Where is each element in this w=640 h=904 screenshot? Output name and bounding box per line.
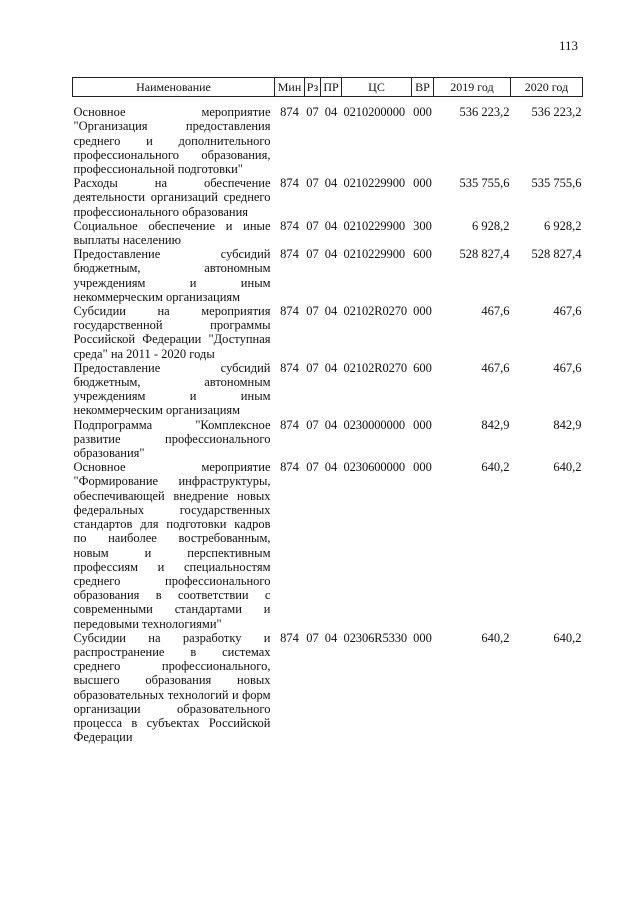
- budget-table: [72, 77, 583, 744]
- row-2020: 535 755,6: [531, 176, 582, 191]
- row-2019: 6 928,2: [472, 218, 510, 233]
- row-vr: 000: [413, 304, 432, 319]
- header-2020: 2020 год: [511, 78, 583, 97]
- row-min: 874: [280, 630, 299, 645]
- row-2019: 842,9: [481, 417, 510, 432]
- row-pr: 04: [324, 360, 338, 375]
- row-2020: 640,2: [553, 460, 582, 475]
- row-rz: 07: [306, 247, 319, 262]
- header-vr: ВР: [412, 78, 434, 97]
- table-row: [73, 361, 583, 418]
- row-2020: 6 928,2: [544, 218, 582, 233]
- row-2020: 467,6: [553, 360, 582, 375]
- row-name: Основное мероприятие "Формирование инфраструктуры, обеспечивающей внедрение новых федеральных государственных стандартов для подготовки кадров по наиболее востребованным, новым и перспективным профессиям и специальностям среднего профессионального образования в соответствии с современными стандартами и передовыми технологиями": [73, 460, 271, 631]
- row-min: 874: [280, 176, 299, 191]
- row-rz: 07: [306, 105, 319, 120]
- header-name: Наименование: [73, 78, 275, 97]
- row-2019: 536 223,2: [459, 105, 510, 120]
- row-2020: 842,9: [553, 417, 582, 432]
- row-pr: 04: [324, 105, 338, 120]
- row-cs: 02306R5330: [343, 630, 408, 645]
- header-cs: ЦС: [342, 78, 412, 97]
- row-rz: 07: [306, 417, 319, 432]
- table-body: [73, 97, 583, 745]
- table-row: [73, 247, 583, 304]
- row-cs: 0210229900: [343, 218, 406, 233]
- row-2019: 467,6: [481, 304, 510, 319]
- row-pr: 04: [324, 176, 338, 191]
- row-vr: 600: [413, 360, 432, 375]
- row-min: 874: [280, 105, 299, 120]
- header-2019: 2019 год: [434, 78, 511, 97]
- row-rz: 07: [306, 176, 319, 191]
- row-min: 874: [280, 304, 299, 319]
- row-cs: 0210229900: [343, 176, 406, 191]
- row-pr: 04: [324, 460, 338, 475]
- row-2019: 467,6: [481, 360, 510, 375]
- row-name: Расходы на обеспечение деятельности организаций среднего профессионального образования: [73, 176, 271, 219]
- row-min: 874: [280, 218, 299, 233]
- page-number: 113: [558, 38, 578, 53]
- row-pr: 04: [324, 630, 338, 645]
- row-rz: 07: [306, 460, 319, 475]
- header-rz: Рз: [305, 78, 321, 97]
- row-2020: 528 827,4: [531, 247, 582, 262]
- header-pr: ПР: [321, 78, 342, 97]
- row-vr: 000: [413, 176, 432, 191]
- table-row: [73, 418, 583, 461]
- table-header-row: [73, 78, 583, 97]
- row-rz: 07: [306, 630, 319, 645]
- row-name: Субсидии на мероприятия государственной программы Российской Федерации "Доступная среда" на 2011 - 2020 годы: [73, 304, 271, 361]
- row-cs: 0210200000: [343, 105, 406, 120]
- row-2019: 640,2: [481, 460, 510, 475]
- row-name: Социальное обеспечение и иные выплаты населению: [73, 218, 271, 248]
- row-cs: 02102R0270: [343, 360, 408, 375]
- row-cs: 0210229900: [343, 247, 406, 262]
- row-vr: 000: [413, 460, 432, 475]
- row-pr: 04: [324, 247, 338, 262]
- table-row: [73, 176, 583, 219]
- row-vr: 300: [413, 218, 432, 233]
- row-2020: 536 223,2: [531, 105, 582, 120]
- table-row: [73, 219, 583, 247]
- row-cs: 02102R0270: [343, 304, 408, 319]
- row-name: Основное мероприятие "Организация предоставления среднего и дополнительного профессионального образования, профессиональной подготовки": [73, 105, 271, 177]
- row-vr: 000: [413, 105, 432, 120]
- row-name: Предоставление субсидий бюджетным, автономным учреждениям и иным некоммерческим организациям: [73, 247, 271, 304]
- table-row: [73, 460, 583, 630]
- row-rz: 07: [306, 304, 319, 319]
- row-2019: 640,2: [481, 630, 510, 645]
- row-pr: 04: [324, 304, 338, 319]
- table-row: [73, 304, 583, 361]
- row-min: 874: [280, 460, 299, 475]
- row-min: 874: [280, 417, 299, 432]
- row-cs: 0230600000: [343, 460, 406, 475]
- row-2020: 640,2: [553, 630, 582, 645]
- header-min: Мин: [275, 78, 305, 97]
- row-name: Субсидии на разработку и распространение в системах среднего профессионального, высшего образования новых образовательных технологий и форм организации образовательного процесса в субъектах Российской Федерации: [73, 630, 271, 745]
- row-name: Предоставление субсидий бюджетным, автономным учреждениям и иным некоммерческим организациям: [73, 360, 271, 418]
- row-2019: 528 827,4: [459, 247, 510, 262]
- row-2020: 467,6: [553, 304, 582, 319]
- row-rz: 07: [306, 218, 319, 233]
- table-row: [73, 631, 583, 745]
- table-row: [73, 97, 583, 177]
- row-min: 874: [280, 360, 299, 375]
- row-min: 874: [280, 247, 299, 262]
- row-pr: 04: [324, 218, 338, 233]
- row-vr: 000: [413, 630, 432, 645]
- row-vr: 600: [413, 247, 432, 262]
- row-rz: 07: [306, 360, 319, 375]
- row-2019: 535 755,6: [459, 176, 510, 191]
- row-cs: 0230000000: [343, 417, 406, 432]
- row-pr: 04: [324, 417, 338, 432]
- row-vr: 000: [413, 417, 432, 432]
- row-name: Подпрограмма "Комплексное развитие профессионального образования": [73, 417, 271, 461]
